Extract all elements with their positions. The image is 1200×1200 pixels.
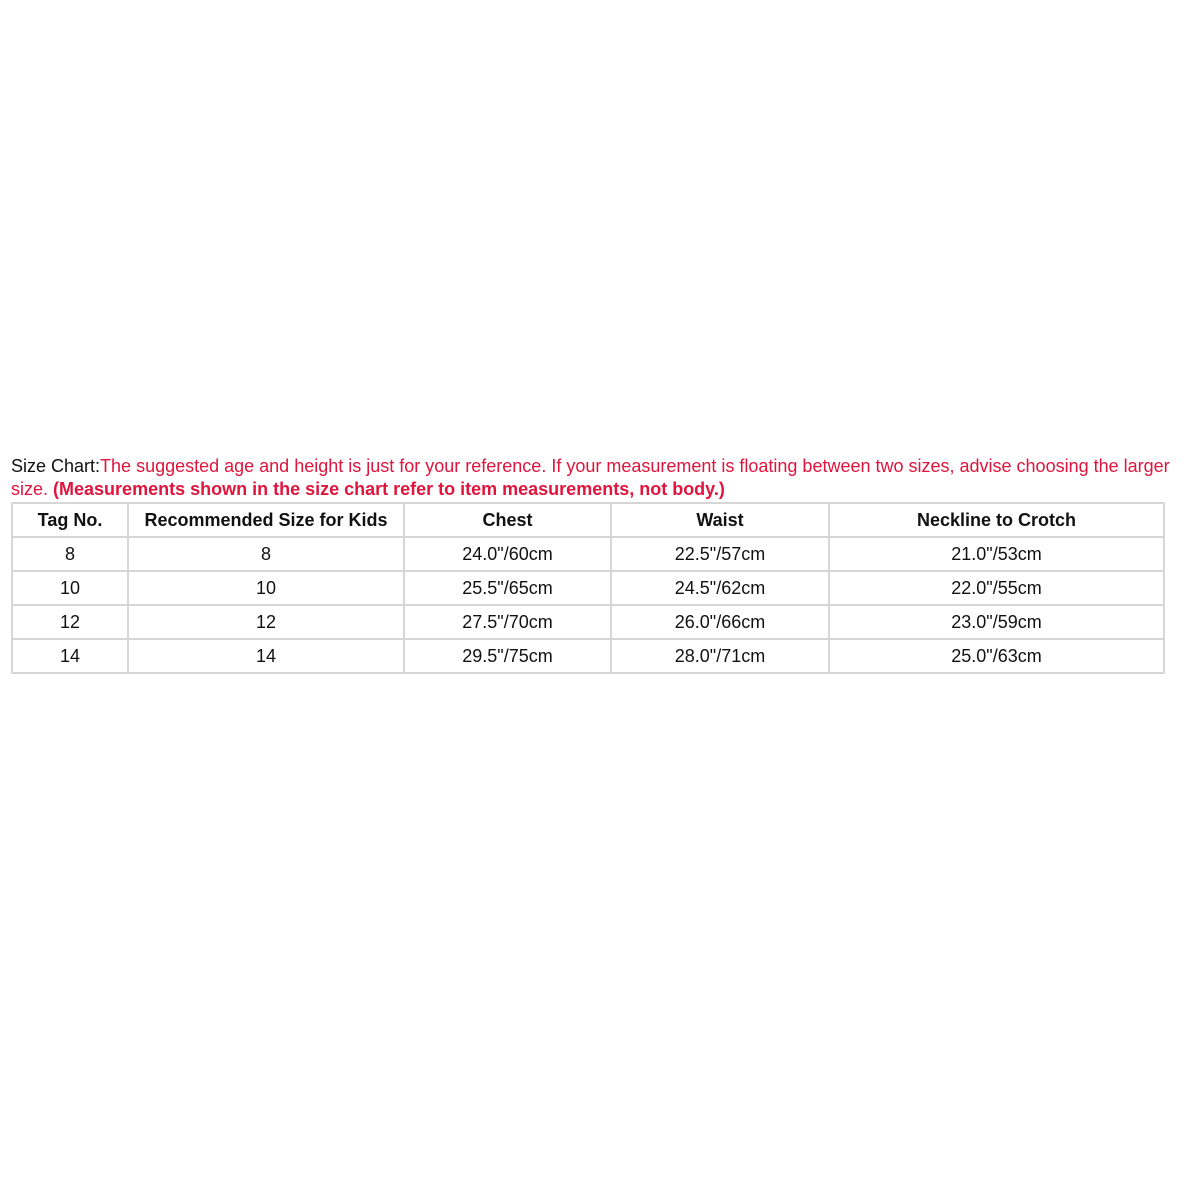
cell-tag-no: 12 xyxy=(12,605,128,639)
table-row xyxy=(12,537,1164,571)
cell-waist: 26.0"/66cm xyxy=(611,605,829,639)
size-chart-intro xyxy=(11,455,1186,501)
cell-tag-no: 10 xyxy=(12,571,128,605)
intro-bold-note: (Measurements shown in the size chart refer to item measurements, not body.) xyxy=(53,479,725,499)
cell-waist: 24.5"/62cm xyxy=(611,571,829,605)
cell-neckline-to-crotch: 21.0"/53cm xyxy=(829,537,1164,571)
header-chest: Chest xyxy=(404,503,611,537)
header-neckline-to-crotch: Neckline to Crotch xyxy=(829,503,1164,537)
cell-chest: 24.0"/60cm xyxy=(404,537,611,571)
cell-chest: 27.5"/70cm xyxy=(404,605,611,639)
size-table xyxy=(11,502,1165,674)
cell-tag-no: 14 xyxy=(12,639,128,673)
header-tag-no: Tag No. xyxy=(12,503,128,537)
cell-recommended-size: 14 xyxy=(128,639,404,673)
cell-tag-no: 8 xyxy=(12,537,128,571)
cell-chest: 29.5"/75cm xyxy=(404,639,611,673)
header-waist: Waist xyxy=(611,503,829,537)
intro-label: Size Chart: xyxy=(11,456,101,476)
cell-recommended-size: 8 xyxy=(128,537,404,571)
cell-neckline-to-crotch: 22.0"/55cm xyxy=(829,571,1164,605)
cell-chest: 25.5"/65cm xyxy=(404,571,611,605)
table-row xyxy=(12,605,1164,639)
table-row xyxy=(12,639,1164,673)
table-row xyxy=(12,571,1164,605)
cell-neckline-to-crotch: 23.0"/59cm xyxy=(829,605,1164,639)
size-chart xyxy=(11,455,1186,674)
cell-recommended-size: 12 xyxy=(128,605,404,639)
intro-note: The suggested age and height is just for your reference. If your measurement is floating between two sizes, advise choosing the larger size. xyxy=(11,456,1170,499)
cell-waist: 22.5"/57cm xyxy=(611,537,829,571)
cell-waist: 28.0"/71cm xyxy=(611,639,829,673)
table-header-row xyxy=(12,503,1164,537)
cell-neckline-to-crotch: 25.0"/63cm xyxy=(829,639,1164,673)
header-recommended-size: Recommended Size for Kids xyxy=(128,503,404,537)
cell-recommended-size: 10 xyxy=(128,571,404,605)
